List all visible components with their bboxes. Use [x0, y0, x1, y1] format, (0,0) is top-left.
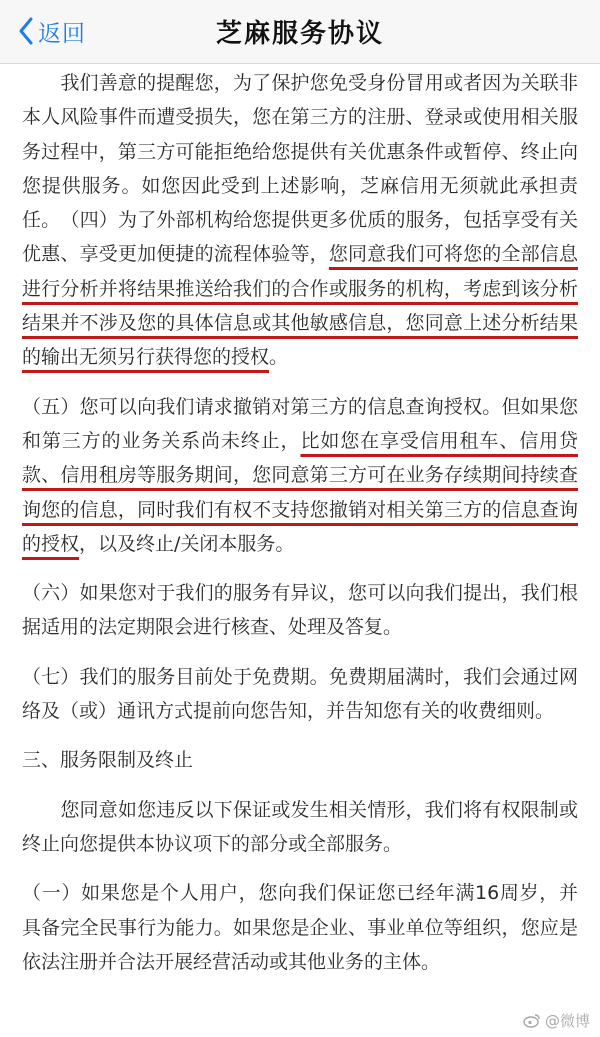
paragraph-5: 您同意如您违反以下保证或发生相关情形，我们将有权限制或终止向您提供本协议项下的部分或全部服务。	[22, 798, 578, 855]
watermark: @微博	[523, 1010, 590, 1031]
back-label: 返回	[38, 20, 86, 47]
paragraph-4: （七）我们的服务目前处于免费期。免费期届满时，我们会通过网络及（或）通讯方式提前向您告知，并告知您有关的收费细则。	[22, 665, 578, 723]
paragraph-2: （五）您可以向我们请求撤销对第三方的信息查询授权。但如果您和第三方的业务关系尚未终止，比如您在享受信用租车、信用贷款、信用租房等服务期间，您同意第三方可在业务存续期间持续查询您的信息，同时我们有权不支持您撤销对相关第三方的信息查询的授权，以及终止/关闭本服务。	[22, 395, 578, 555]
paragraph-3: （六）如果您对于我们的服务有异议，您可以向我们提出，我们根据适用的法定期限会进行核查、处理及答复。	[22, 582, 578, 639]
highlighted-clause-2: 比如您在享受信用租车、信用贷款、信用租房等服务期间，您同意第三方可在业务存续期间持续查询您的信息，同时我们有权不支持您撤销对相关第三方的信息查询的授权	[22, 429, 578, 555]
nav-bar	[0, 0, 600, 64]
section-heading: 三、服务限制及终止	[22, 749, 194, 772]
page-title: 芝麻服务协议	[215, 19, 384, 49]
agreement-content	[22, 64, 578, 979]
weibo-icon	[523, 1013, 541, 1028]
highlighted-clause-1: 您同意我们可将您的全部信息进行分析并将结果推送给我们的合作或服务的机构，考虑到该分析结果并不涉及您的具体信息或其他敏感信息，您同意上述分析结果的输出无须另行获得您的授权	[22, 243, 578, 369]
paragraph-1: 我们善意的提醒您，为了保护您免受身份冒用或者因为关联非本人风险事件而遭受损失，您在第三方的注册、登录或使用相关服务过程中，第三方可能拒绝给您提供有关优惠条件或暂停、终止向您提供服务。如您因此受到上述影响，芝麻信用无须就此承担责任。 （四）为了外部机构给您提供更多优质的服务，包括享受有关优惠、享受更加便捷的流程体验等，您同意我们可将您的全部信息进行分析并将结果推送给我们的合作或服务的机构，考虑到该分析结果并不涉及您的具体信息或其他敏感信息，您同意上述分析结果的输出无须另行获得您的授权。	[22, 72, 578, 369]
paragraph-6: （一）如果您是个人用户，您向我们保证您已经年满16周岁，并具备完全民事行为能力。如果您是企业、事业单位等组织，您应是依法注册并合法开展经营活动或其他业务的主体。	[22, 882, 578, 973]
